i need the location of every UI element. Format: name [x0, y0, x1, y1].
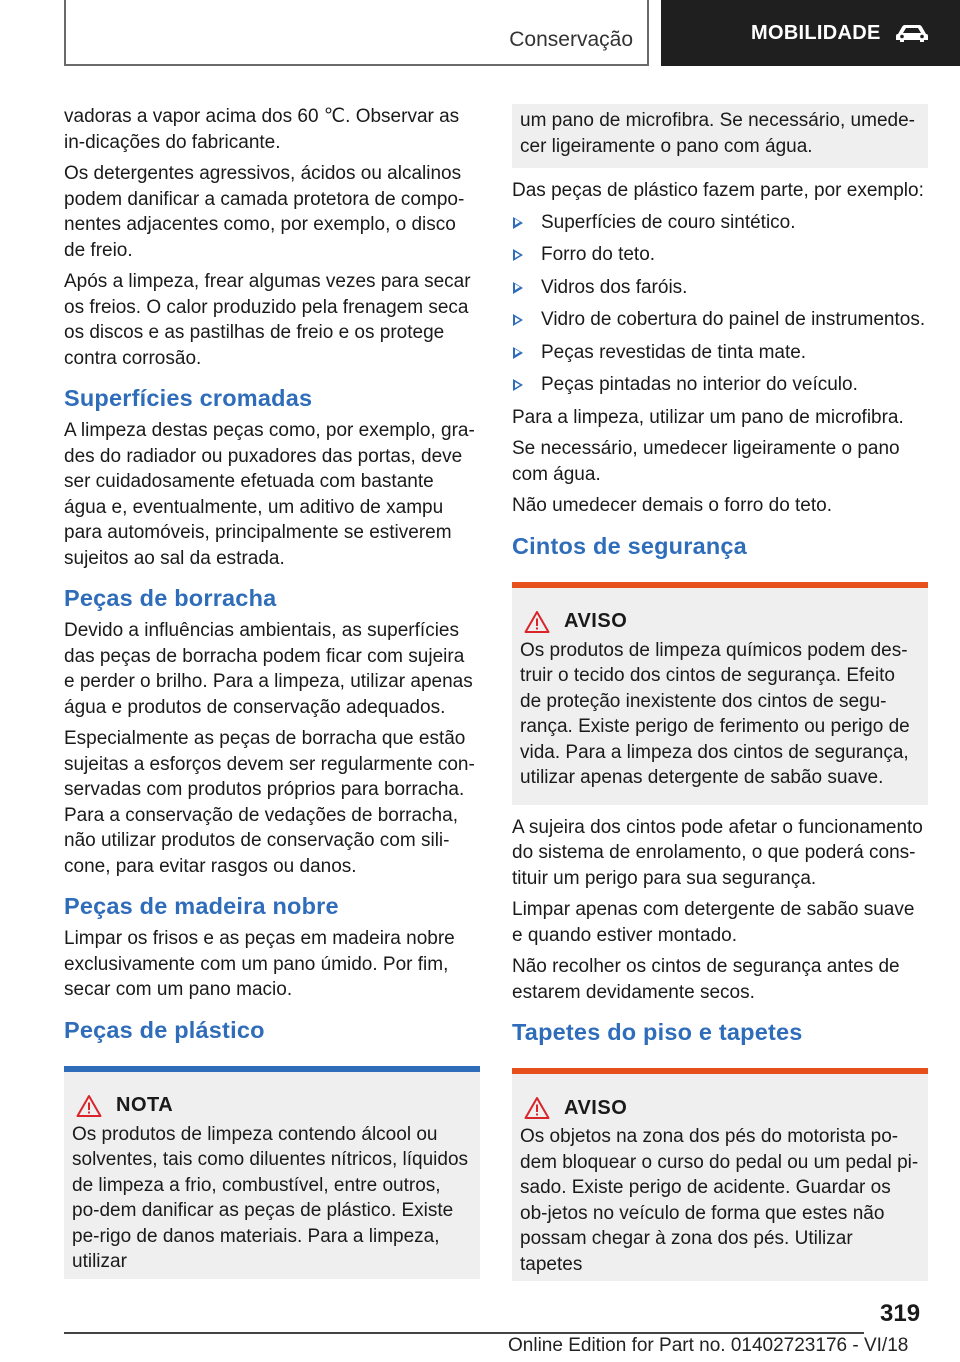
bullet-triangle-icon: [513, 249, 523, 261]
notice-text: Os produtos de limpeza contendo álcool ou solventes, tais como diluentes nítricos, líquidos de limpeza a frio, combustível, entre outros, po‐dem danificar as peças de plástico. Existe pe‐rigo de danos materiais. Para a limpeza, utilizar: [72, 1123, 469, 1272]
right-column: [512, 104, 928, 1281]
paragraph: Limpar os frisos e as peças em madeira nobre exclusivamente com um pano úmido. Por fim, secar com um pano macio.: [64, 928, 455, 1000]
list-item: Peças pintadas no interior do veículo.: [512, 372, 928, 398]
section-heading-mats: Tapetes do piso e tapetes: [512, 1019, 803, 1045]
header-section-tab: [64, 0, 649, 66]
header-chapter-tab: [661, 0, 960, 66]
section-heading-wood: Peças de madeira nobre: [64, 893, 339, 919]
list-item: Forro do teto.: [512, 242, 928, 268]
bullet-triangle-icon: [513, 379, 523, 391]
bullet-triangle-icon: [513, 314, 523, 326]
paragraph: Se necessário, umedecer ligeiramente o pano com água.: [512, 438, 900, 485]
paragraph: Após a limpeza, frear algumas vezes para secar os freios. O calor produzido pela frenagem seca os discos e as pastilhas de freio e os protege contra corrosão.: [64, 271, 471, 369]
warning-title: AVISO: [564, 1096, 628, 1119]
plastic-parts-list: [512, 210, 928, 398]
left-column: [64, 104, 480, 1279]
warning-text: Os produtos de limpeza químicos podem des‐truir o tecido dos cintos de segurança. Efeito de proteção inexistente dos cintos de segu‐rança. Existe perigo de ferimento ou perigo de vida. Para a limpeza dos cintos de segurança, utilizar apenas detergente de sabão suave.: [520, 639, 910, 788]
page-number: 319: [880, 1300, 921, 1327]
paragraph: A sujeira dos cintos pode afetar o funcionamento do sistema de enrolamento, o que poderá cons‐tituir um perigo para sua segurança.: [512, 816, 923, 889]
bullet-triangle-icon: [513, 282, 523, 294]
warning-triangle-icon: [524, 1096, 550, 1120]
paragraph: Os detergentes agressivos, ácidos ou alcalinos podem danificar a camada protetora de compo‐nentes adjacentes como, por exemplo, o disco de freio.: [64, 163, 465, 261]
paragraph: A limpeza destas peças como, por exemplo, gra‐des do radiador ou puxadores das portas, deve ser cuidadosamente efetuada com bastante água e, eventualmente, um aditivo de xampu para automóveis, principalmente se estiverem sujeitos ao sal da estrada.: [64, 420, 475, 569]
bullet-triangle-icon: [513, 217, 523, 229]
notice-title: NOTA: [116, 1094, 174, 1116]
list-item: Vidro de cobertura do painel de instrumentos.: [512, 307, 928, 333]
section-heading-belts: Cintos de segurança: [512, 532, 747, 559]
notice-title-row: [72, 1094, 472, 1118]
paragraph: vadoras a vapor acima dos 60 ℃. Observar as in‐dicações do fabricante.: [64, 106, 460, 153]
section-title: Conservação: [509, 28, 633, 51]
paragraph: Limpar apenas com detergente de sabão suave e quando estiver montado.: [512, 899, 915, 946]
bullet-triangle-icon: [513, 347, 523, 359]
warning-title-row: [520, 610, 920, 634]
notice-continuation-text: um pano de microfibra. Se necessário, umede‐cer ligeiramente o pano com água.: [520, 110, 915, 157]
paragraph: Não umedecer demais o forro do teto.: [512, 495, 833, 516]
paragraph: Especialmente as peças de borracha que estão sujeitas a esforços devem ser regularmente con‐servadas com produtos próprios para borracha. Para a conservação de vedações de borracha, não utilizar produtos de conservação com sili‐cone, para evitar rasgos ou danos.: [64, 728, 475, 877]
paragraph: Não recolher os cintos de segurança antes de estarem devidamente secos.: [512, 956, 900, 1003]
notice-continuation: [512, 104, 928, 168]
warning-title: AVISO: [564, 610, 628, 632]
list-item: Superfícies de couro sintético.: [512, 210, 928, 236]
chapter-title: MOBILIDADE: [751, 21, 881, 44]
warning-triangle-icon: [524, 610, 550, 634]
section-heading-chrome: Superfícies cromadas: [64, 385, 313, 411]
notice-box: [64, 1066, 480, 1279]
list-item: Peças revestidas de tinta mate.: [512, 340, 928, 366]
footer-divider: [64, 1332, 864, 1334]
warning-text: Os objetos na zona dos pés do motorista po‐dem bloquear o curso do pedal ou um pedal pi‐sado. Existe perigo de acidente. Guardar os ob‐jetos no veículo de forma que estes não possam chegar à zona dos pés. Utilizar tapetes: [520, 1126, 919, 1275]
paragraph: Das peças de plástico fazem parte, por exemplo:: [512, 180, 924, 201]
footer-edition: Online Edition for Part no. 01402723176 - VI/18: [508, 1335, 909, 1356]
car-icon: [895, 23, 929, 43]
section-heading-plastic: Peças de plástico: [64, 1016, 265, 1043]
warning-triangle-icon: [76, 1094, 102, 1118]
paragraph: Para a limpeza, utilizar um pano de microfibra.: [512, 406, 904, 428]
section-heading-rubber: Peças de borracha: [64, 585, 277, 611]
warning-title-row: [520, 1096, 920, 1120]
paragraph: Devido a influências ambientais, as superfícies das peças de borracha podem ficar com sujeira e perder o brilho. Para a limpeza, utilizar apenas água e produtos de conservação adequados.: [64, 620, 473, 718]
list-item: Vidros dos faróis.: [512, 275, 928, 301]
warning-box-mats: [512, 1068, 928, 1281]
warning-box-belts: [512, 582, 928, 805]
